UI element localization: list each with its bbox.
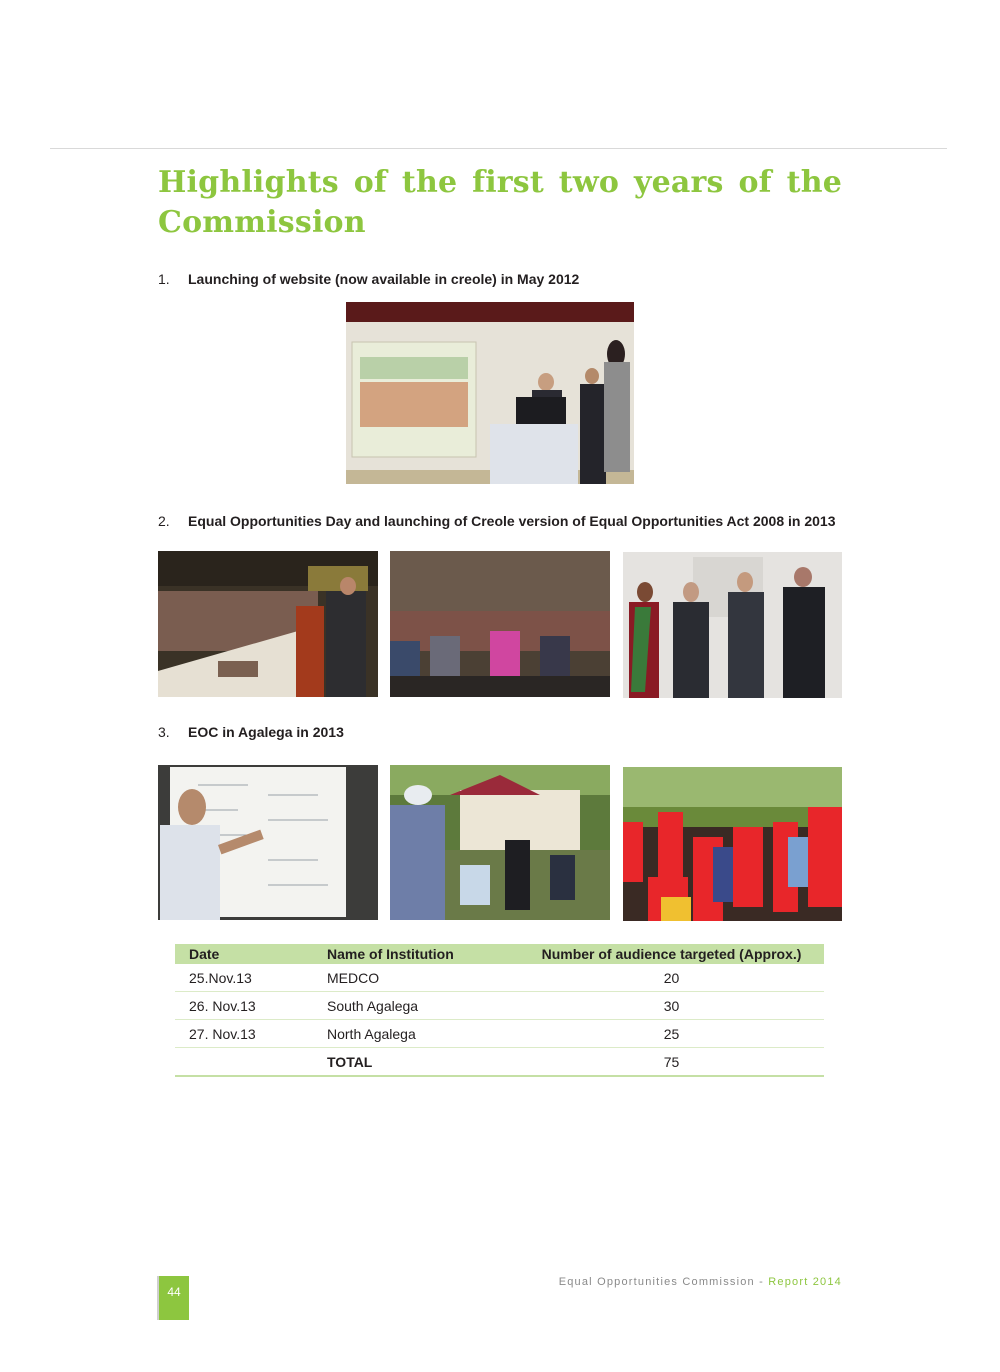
section-number: 3. [158, 724, 170, 740]
photo-outdoor-meeting [390, 765, 610, 920]
cell-total-audience: 75 [519, 1048, 824, 1077]
header-institution: Name of Institution [313, 944, 519, 964]
header-date: Date [175, 944, 313, 964]
page-title: Highlights of the first two years of the Commission [158, 165, 842, 240]
table-row [175, 992, 824, 1020]
section-title: Launching of website (now available in creole) in May 2012 [188, 271, 580, 287]
cell-date: 26. Nov.13 [175, 992, 313, 1020]
section-heading-3 [158, 724, 344, 740]
section-title: Equal Opportunities Day and launching of Creole version of Equal Opportunities Act 2008 in 2013 [188, 513, 836, 529]
section-heading-1 [158, 271, 579, 287]
section-heading-2 [158, 513, 836, 529]
table-header-row [175, 944, 824, 964]
section-number: 2. [158, 513, 170, 529]
top-divider [50, 148, 947, 149]
cell-audience: 20 [519, 964, 824, 992]
header-audience: Number of audience targeted (Approx.) [519, 944, 824, 964]
audience-table [175, 944, 824, 1077]
cell-institution: MEDCO [313, 964, 519, 992]
cell-institution: North Agalega [313, 1020, 519, 1048]
footer-org: Equal Opportunities Commission - [558, 1276, 769, 1288]
cell-audience: 30 [519, 992, 824, 1020]
footer-report: Report 2014 [768, 1276, 842, 1288]
cell-total-label: TOTAL [313, 1048, 519, 1077]
photo-speaker-podium [158, 551, 378, 697]
photo-website-launch [346, 302, 634, 484]
table-total-row [175, 1048, 824, 1077]
photo-whiteboard [158, 765, 378, 920]
section-number: 1. [158, 271, 170, 287]
photo-presentation [623, 552, 842, 698]
photo-audience [390, 551, 610, 697]
section-title: EOC in Agalega in 2013 [188, 724, 344, 740]
cell-institution: South Agalega [313, 992, 519, 1020]
page-number: 44 [157, 1276, 189, 1320]
cell-date: 27. Nov.13 [175, 1020, 313, 1048]
table-row [175, 1020, 824, 1048]
photo-children-chairs [623, 767, 842, 921]
table-row [175, 964, 824, 992]
cell-date: 25.Nov.13 [175, 964, 313, 992]
cell-audience: 25 [519, 1020, 824, 1048]
cell-date [175, 1048, 313, 1077]
footer-text [559, 1276, 842, 1288]
